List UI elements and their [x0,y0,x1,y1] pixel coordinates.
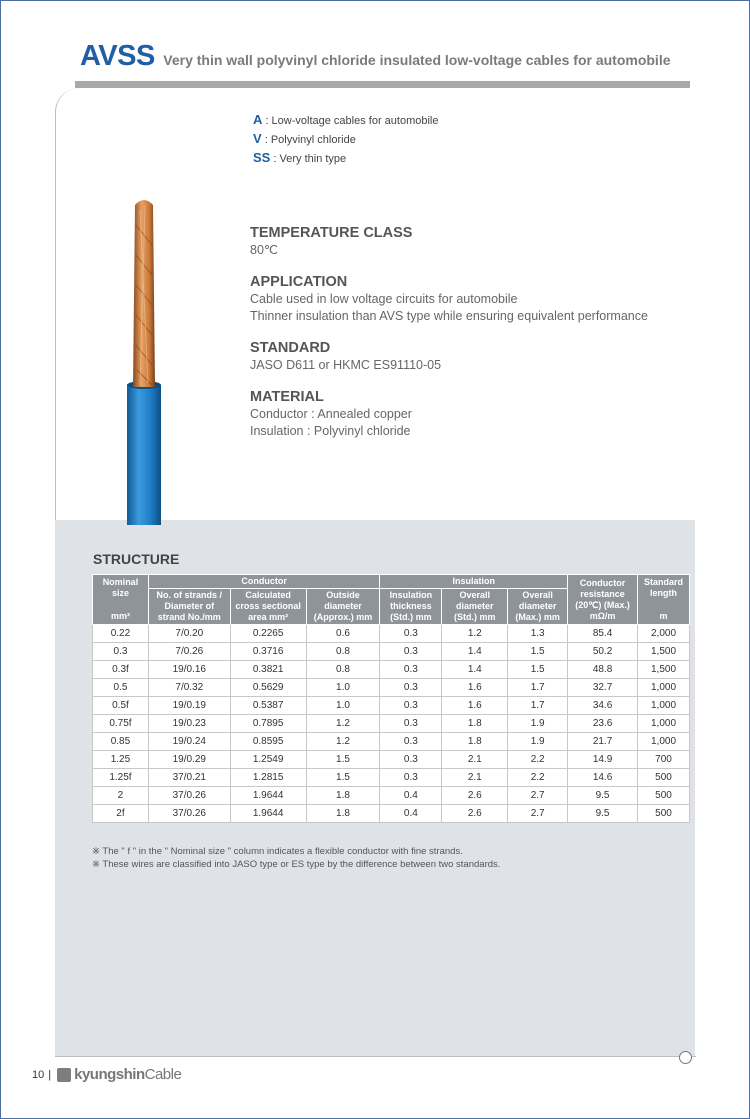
table-cell: 1,000 [638,697,690,715]
footer-separator: | [48,1068,52,1081]
table-cell: 1.6 [442,697,508,715]
header-overall-diameter-std: Overall diameter (Std.) mm [442,589,508,625]
table-cell: 1.8 [442,733,508,751]
table-cell: 0.5387 [230,697,306,715]
table-cell: 1.2549 [230,751,306,769]
table-cell: 1.2 [306,733,380,751]
header-insulation-thickness: Insulation thickness (Std.) mm [380,589,442,625]
table-cell: 0.3 [380,661,442,679]
structure-table [92,574,690,823]
table-cell: 9.5 [568,805,638,823]
table-cell: 37/0.21 [148,769,230,787]
table-cell: 1.25 [93,751,149,769]
table-cell: 1.5 [508,661,568,679]
brand-logo-text: kyungshinCable [74,1066,182,1083]
spec-text: JASO D611 or HKMC ES91110-05 [250,358,442,372]
table-cell: 0.3 [380,697,442,715]
table-cell: 0.5 [93,679,149,697]
table-cell: 0.5629 [230,679,306,697]
table-cell: 0.2265 [230,625,306,643]
table-cell: 0.3 [380,733,442,751]
table-cell: 1.3 [508,625,568,643]
spec-application [250,273,690,325]
abbreviation-legend [253,111,439,168]
page-title [80,40,671,73]
table-cell: 2,000 [638,625,690,643]
table-cell: 1,000 [638,679,690,697]
table-cell: 1,500 [638,661,690,679]
spec-text: 80℃ [250,243,278,257]
spec-heading: APPLICATION [250,274,348,290]
abbreviation-item: V : Polyvinyl chloride [253,131,356,146]
table-cell: 1.9 [508,733,568,751]
table-cell: 19/0.29 [148,751,230,769]
table-cell: 14.9 [568,751,638,769]
header-insulation: Insulation [380,575,568,589]
table-row [93,733,690,751]
table-cell: 500 [638,769,690,787]
table-cell: 0.8595 [230,733,306,751]
table-cell: 1.0 [306,679,380,697]
title-underline [75,81,690,88]
table-cell: 2.7 [508,805,568,823]
table-cell: 2.6 [442,805,508,823]
table-cell: 1.2 [306,715,380,733]
structure-table-body [93,625,690,823]
table-cell: 1,000 [638,715,690,733]
table-cell: 1.2 [442,625,508,643]
table-cell: 0.22 [93,625,149,643]
table-cell: 0.3 [380,643,442,661]
note-classification: ※ These wires are classified into JASO type or ES type by the difference between two standards. [92,859,501,870]
table-cell: 19/0.23 [148,715,230,733]
table-cell: 1.8 [306,805,380,823]
table-cell: 0.3 [380,679,442,697]
table-row [93,697,690,715]
table-row [93,715,690,733]
table-cell: 0.8 [306,643,380,661]
table-row [93,625,690,643]
table-cell: 19/0.16 [148,661,230,679]
structure-title: STRUCTURE [93,551,180,567]
table-cell: 1.7 [508,697,568,715]
table-cell: 0.6 [306,625,380,643]
table-cell: 23.6 [568,715,638,733]
table-notes [92,845,500,871]
panel-end-circle [679,1051,692,1064]
table-cell: 2.2 [508,769,568,787]
table-cell: 21.7 [568,733,638,751]
table-row [93,787,690,805]
table-cell: 34.6 [568,697,638,715]
table-cell: 1.25f [93,769,149,787]
table-cell: 1.8 [442,715,508,733]
table-cell: 1.5 [306,751,380,769]
spec-text: Insulation : Polyvinyl chloride [250,424,411,438]
table-cell: 2.2 [508,751,568,769]
table-cell: 37/0.26 [148,805,230,823]
page-footer [32,1066,181,1083]
spec-text: Conductor : Annealed copper [250,407,412,421]
spec-temperature [250,224,690,259]
spec-standard [250,339,690,374]
table-cell: 50.2 [568,643,638,661]
table-cell: 48.8 [568,661,638,679]
table-cell: 1.9 [508,715,568,733]
table-cell: 1.0 [306,697,380,715]
table-cell: 0.5f [93,697,149,715]
table-cell: 0.85 [93,733,149,751]
table-cell: 32.7 [568,679,638,697]
table-cell: 0.3716 [230,643,306,661]
table-cell: 0.8 [306,661,380,679]
abbreviation-item: A : Low-voltage cables for automobile [253,112,439,127]
header-outside-diameter: Outside diameter (Approx.) mm [306,589,380,625]
table-cell: 500 [638,787,690,805]
table-cell: 1,500 [638,643,690,661]
kyungshin-logo-icon [57,1068,71,1082]
table-cell: 19/0.24 [148,733,230,751]
table-row [93,661,690,679]
table-cell: 37/0.26 [148,787,230,805]
abbreviation-item: SS : Very thin type [253,150,347,165]
table-cell: 0.3821 [230,661,306,679]
table-cell: 1.9644 [230,805,306,823]
page-number: 10 [32,1068,45,1081]
table-row [93,643,690,661]
spec-section [250,224,690,454]
table-cell: 2.6 [442,787,508,805]
table-cell: 2.1 [442,751,508,769]
table-cell: 0.4 [380,787,442,805]
spec-heading: MATERIAL [250,389,324,405]
header-strands: No. of strands / Diameter of strand No./mm [148,589,230,625]
table-cell: 1.4 [442,661,508,679]
table-cell: 85.4 [568,625,638,643]
table-cell: 0.3 [93,643,149,661]
spec-heading: TEMPERATURE CLASS [250,225,413,241]
table-cell: 1,000 [638,733,690,751]
table-cell: 1.5 [306,769,380,787]
table-cell: 0.4 [380,805,442,823]
table-cell: 700 [638,751,690,769]
table-cell: 0.3 [380,751,442,769]
table-cell: 1.4 [442,643,508,661]
header-standard-length: Standard length m [638,575,690,625]
table-cell: 2f [93,805,149,823]
table-cell: 1.7 [508,679,568,697]
spec-text: Thinner insulation than AVS type while ensuring equivalent performance [250,309,648,323]
table-cell: 0.3 [380,769,442,787]
note-flexible: ※ The " f " in the " Nominal size " column indicates a flexible conductor with fine strands. [92,846,463,857]
table-cell: 9.5 [568,787,638,805]
table-cell: 2.7 [508,787,568,805]
table-cell: 14.6 [568,769,638,787]
table-cell: 1.2815 [230,769,306,787]
table-cell: 0.3f [93,661,149,679]
header-conductor: Conductor [148,575,380,589]
table-cell: 0.75f [93,715,149,733]
table-cell: 2.1 [442,769,508,787]
table-row [93,751,690,769]
table-cell: 1.8 [306,787,380,805]
table-cell: 1.6 [442,679,508,697]
table-row [93,769,690,787]
table-cell: 0.7895 [230,715,306,733]
table-cell: 0.3 [380,715,442,733]
product-code: AVSS [80,40,155,72]
header-nominal-size: Nominal size mm² [93,575,149,625]
product-description: Very thin wall polyvinyl chloride insulated low-voltage cables for automobile [163,52,671,68]
table-cell: 19/0.19 [148,697,230,715]
table-row [93,805,690,823]
table-cell: 1.5 [508,643,568,661]
table-cell: 0.3 [380,625,442,643]
table-cell: 7/0.20 [148,625,230,643]
table-cell: 7/0.26 [148,643,230,661]
header-resistance: Conductor resistance (20℃) (Max.) mΩ/m [568,575,638,625]
table-cell: 7/0.32 [148,679,230,697]
table-cell: 500 [638,805,690,823]
cable-image [100,185,180,525]
header-overall-diameter-max: Overall diameter (Max.) mm [508,589,568,625]
header-cross-section: Calculated cross sectional area mm² [230,589,306,625]
table-row [93,679,690,697]
table-cell: 1.9644 [230,787,306,805]
spec-heading: STANDARD [250,340,331,356]
spec-material [250,388,690,440]
table-cell: 2 [93,787,149,805]
spec-text: Cable used in low voltage circuits for automobile [250,292,518,306]
